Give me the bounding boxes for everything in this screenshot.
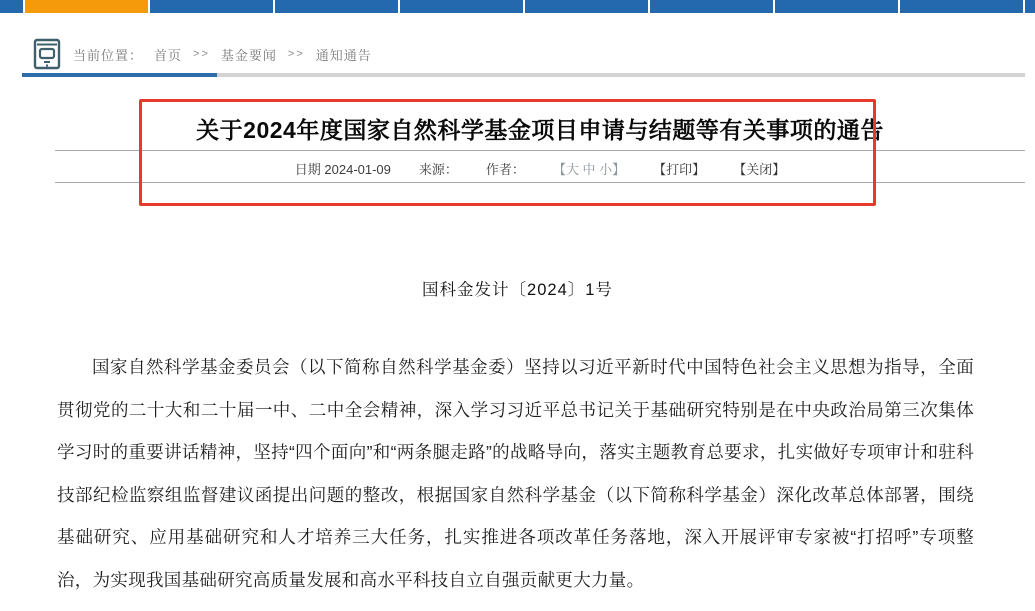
breadcrumb-rule-accent <box>22 73 217 77</box>
divider <box>55 150 1025 151</box>
nav-segment[interactable] <box>775 0 898 13</box>
nav-segment[interactable] <box>900 0 1023 13</box>
top-nav-bar <box>0 0 1035 13</box>
breadcrumb <box>33 38 372 70</box>
document-number: 国科金发计〔2024〕1号 <box>422 281 613 299</box>
breadcrumb-item-fund-news[interactable]: 基金要闻 <box>220 47 277 63</box>
article-date: 日期 2024-01-09 <box>294 161 391 177</box>
breadcrumb-separator: >> <box>193 48 210 60</box>
page-title: 关于2024年度国家自然科学基金项目申请与结题等有关事项的通告 <box>196 117 884 143</box>
article-meta-bar <box>55 157 1025 179</box>
divider <box>55 182 1025 183</box>
nav-segment[interactable] <box>650 0 773 13</box>
document-icon <box>33 38 61 70</box>
nav-segment[interactable] <box>0 0 23 13</box>
font-size-control[interactable]: 【大 中 小】 <box>552 161 626 177</box>
breadcrumb-separator: >> <box>287 48 305 60</box>
nav-segment-active[interactable] <box>25 0 148 13</box>
breadcrumb-item-notices[interactable]: 通知通告 <box>315 47 372 63</box>
breadcrumb-label: 当前位置： <box>73 47 144 63</box>
breadcrumb-item-home[interactable]: 首页 <box>154 47 183 63</box>
nav-segment[interactable] <box>1025 0 1035 13</box>
article-source-label: 来源： <box>418 161 458 177</box>
article-author-label: 作者： <box>485 161 525 177</box>
nav-segment[interactable] <box>525 0 648 13</box>
nav-segment[interactable] <box>400 0 523 13</box>
breadcrumb-rule <box>217 73 1025 77</box>
print-button[interactable]: 【打印】 <box>653 161 706 177</box>
nav-segment[interactable] <box>275 0 398 13</box>
article-paragraph: 国家自然科学基金委员会（以下简称自然科学基金委）坚持以习近平新时代中国特色社会主义思想为指导，全面贯彻党的二十大和二十届一中、二中全会精神，深入学习习近平总书记关于基础研究特别是在中央政治局第三次集体学习时的重要讲话精神，坚持“四个面向”和“两条腿走路”的战略导向，落实主题教育总要求，扎实做好专项审计和驻科技部纪检监察组监督建议函提出问题的整改，根据国家自然科学基金（以下简称科学基金）深化改革总体部署，围绕基础研究、应用基础研究和人才培养三大任务，扎实推进各项改革任务落地，深入开展评审专家被“打招呼”专项整治，为实现我国基础研究高质量发展和高水平科技自立自强贡献更大力量。 <box>57 357 974 590</box>
close-button[interactable]: 【关闭】 <box>733 161 786 177</box>
nav-segment[interactable] <box>150 0 273 13</box>
